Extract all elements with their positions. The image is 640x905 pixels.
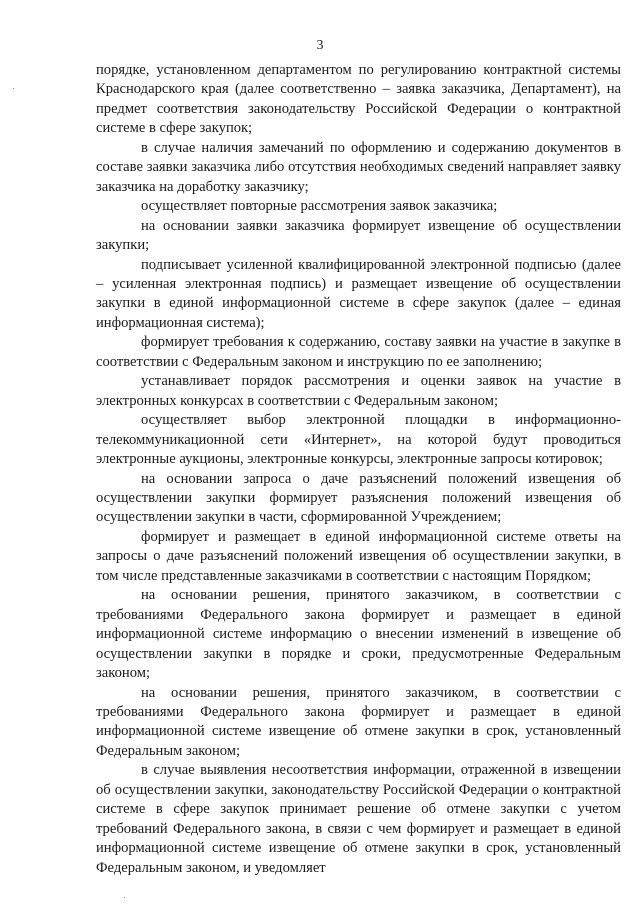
page-number: 3	[316, 38, 324, 53]
paragraph-continuation: порядке, установленном департаментом по регулированию контрактной системы Краснодарского края (далее соответственно – заявка заказчика, Департамент), на предмет соответствия законодательству Российской Федерации о контрактной системе в сфере закупок;	[96, 62, 621, 137]
document-body	[96, 61, 621, 878]
paragraph: подписывает усиленной квалифицированной электронной подписью (далее – усиленная электронная подпись) и размещает извещение об осуществлении закупки в единой информационной системе в сфере закупок (далее – единая информационная система);	[96, 256, 621, 331]
paragraph: на основании запроса о даче разъяснений положений извещения об осуществлении закупки формирует разъяснения положений извещения об осуществлении закупки в части, сформированной Учреждением;	[96, 470, 621, 526]
paragraph: формирует требования к содержанию, составу заявки на участие в закупке в соответствии с Федеральным законом и инструкцию по ее заполнению;	[96, 334, 621, 370]
paragraph: на основании заявки заказчика формирует извещение об осуществлении закупки;	[96, 217, 621, 254]
paragraph: устанавливает порядок рассмотрения и оценки заявок на участие в электронных конкурсах в соответствии с Федеральным законом;	[96, 373, 621, 409]
paragraph: в случае выявления несоответствия информации, отраженной в извещении об осуществлении закупки, законодательству Российской Федерации о контрактной системе в сфере закупок принимает решение об отмене закупки с учетом требований Федерального закона, в связи с чем формирует и размещает в единой информационной системе извещение об отмене закупки в срок, установленный Федеральным законом, и уведомляет	[96, 762, 621, 876]
paragraph: осуществляет повторные рассмотрения заявок заказчика;	[141, 198, 498, 215]
scan-speck	[13, 88, 14, 89]
paragraph: формирует и размещает в единой информационной системе ответы на запросы о даче разъяснений положений извещения об осуществлении закупки, в том числе представленные заказчиками в соответствии с настоящим Порядком;	[96, 528, 621, 584]
scan-speck	[124, 897, 125, 898]
paragraph: на основании решения, принятого заказчиком, в соответствии с требованиями Федерального закона формирует и размещает в единой информационной системе информацию о внесении изменений в извещение об осуществлении закупки в порядке и сроки, предусмотренные Федеральным законом;	[96, 587, 621, 682]
paragraph: на основании решения, принятого заказчиком, в соответствии с требованиями Федерального закона формирует и размещает в единой информационной системе извещение об отмене закупки в срок, установленный Федеральным законом;	[96, 684, 621, 759]
paragraph: осуществляет выбор электронной площадки в информационно-телекоммуникационной сети «Интернет», на которой будут проводиться электронные аукционы, электронные конкурсы, электронные запросы котировок;	[96, 412, 621, 468]
paragraph: в случае наличия замечаний по оформлению и содержанию документов в составе заявки заказчика либо отсутствия необходимых сведений направляет заявку заказчика на доработку заказчику;	[96, 139, 621, 195]
